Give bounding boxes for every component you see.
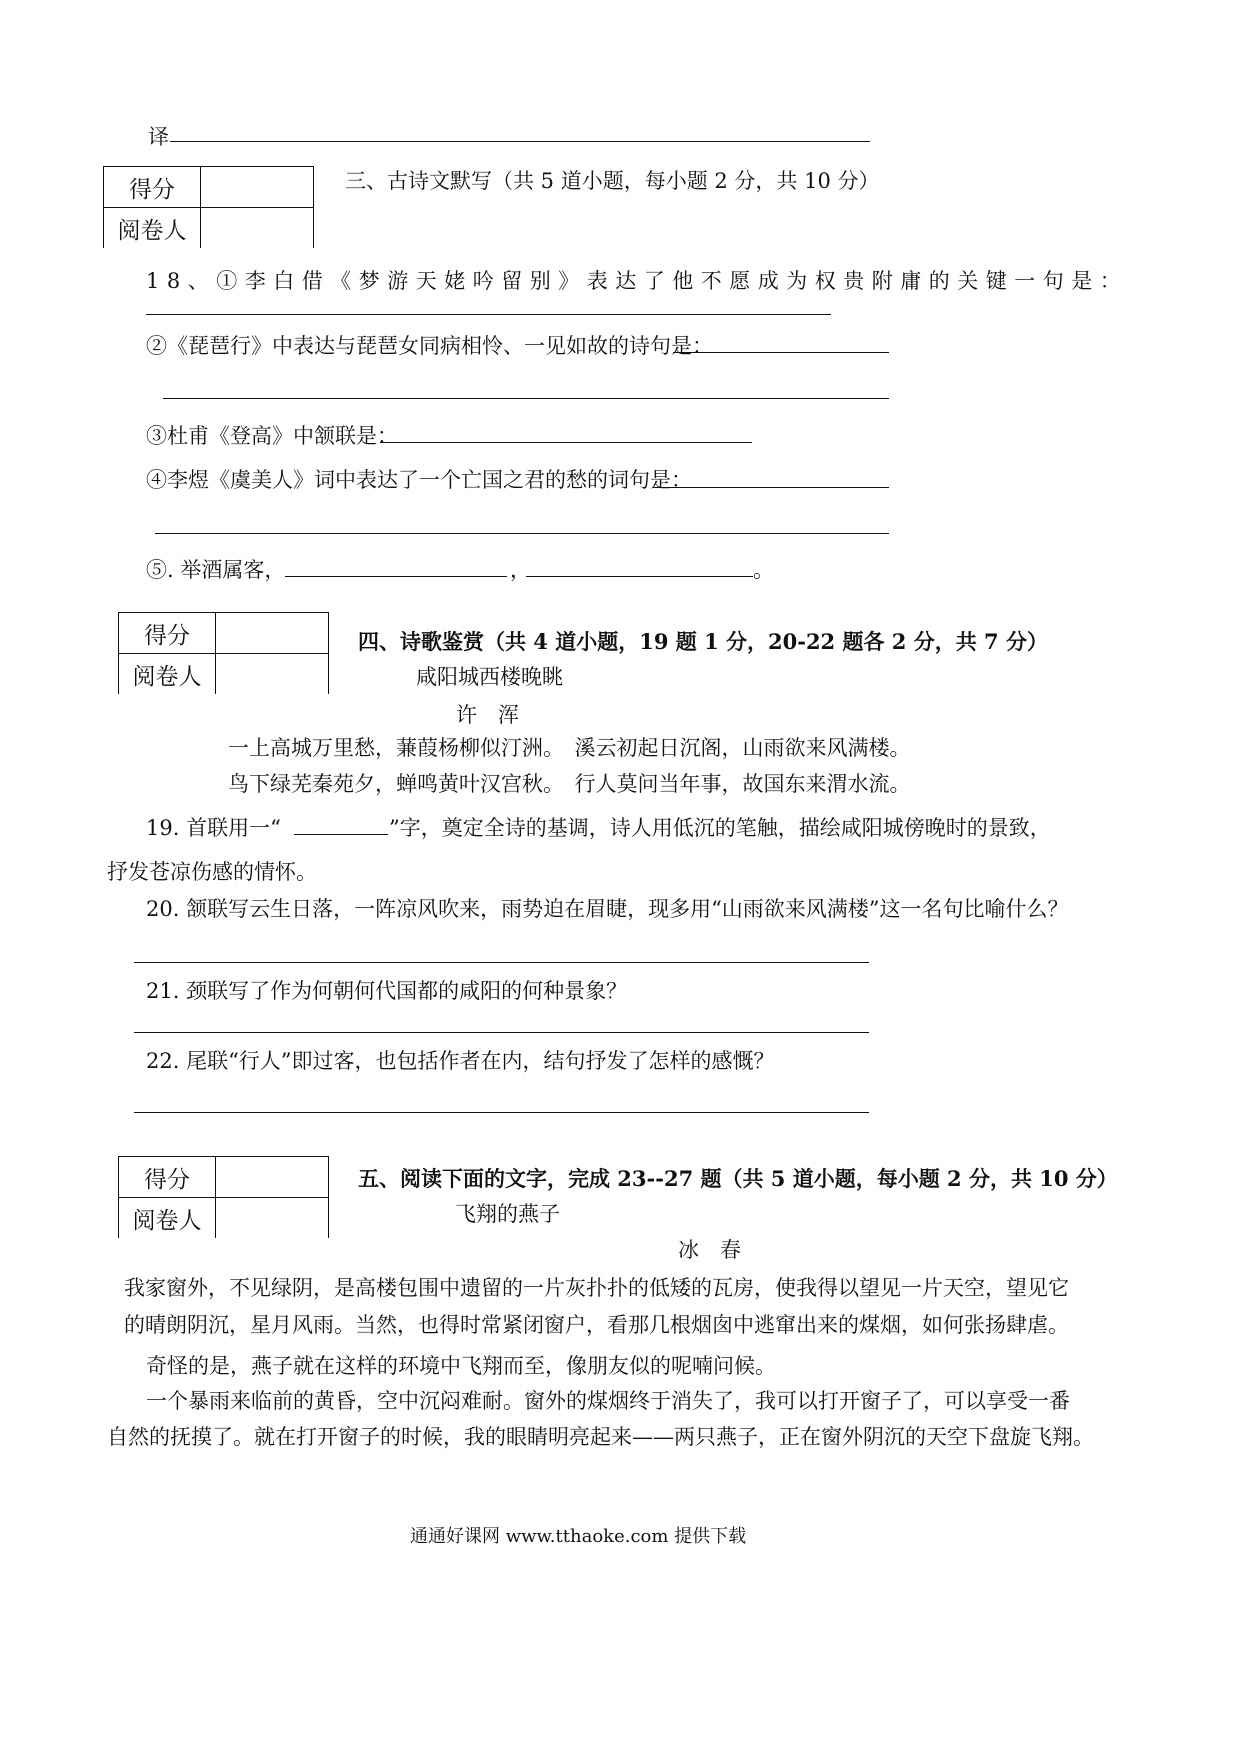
poem-line-2: 鸟下绿芜秦苑夕，蝉鸣黄叶汉宫秋。 行人莫问当年事，故国东来渭水流。 [228, 772, 911, 796]
score-label: 得分 [119, 1157, 216, 1198]
article-title: 飞翔的燕子 [455, 1202, 560, 1226]
article-author: 冰 春 [678, 1238, 741, 1262]
q21-answer-line[interactable] [134, 1032, 869, 1033]
q18-2-answer-line-2[interactable] [163, 398, 889, 399]
reviewer-cell[interactable] [201, 208, 314, 249]
reviewer-label: 阅卷人 [104, 208, 201, 249]
q22-answer-line[interactable] [134, 1112, 869, 1113]
q21-text: 21. 颈联写了作为何朝何代国都的咸阳的何种景象？ [146, 979, 628, 1003]
q18-5-period: 。 [753, 558, 774, 582]
reviewer-label: 阅卷人 [119, 1198, 216, 1239]
q18-4-answer-line[interactable] [653, 487, 889, 488]
q19-continuation: 抒发苍凉伤感的情怀。 [107, 860, 317, 884]
q19-suffix: ”字，奠定全诗的基调，诗人用低沉的笔触，描绘咸阳城傍晚时的景致， [389, 816, 1051, 840]
paragraph-line: 我家窗外，不见绿阴，是高楼包围中遗留的一片灰扑扑的低矮的瓦房，使我得以望见一片天空，望见它 [124, 1276, 1069, 1300]
q18-3-answer-line[interactable] [380, 442, 752, 443]
q19-answer-line[interactable] [294, 834, 388, 835]
score-box-section4 [118, 612, 329, 694]
paragraph-line: 自然的抚摸了。就在打开窗子的时候，我的眼睛明亮起来——两只燕子，正在窗外阴沉的天空下盘旋飞翔。 [107, 1425, 1094, 1449]
q18-5-answer-line-1[interactable] [285, 576, 507, 577]
score-box-section5 [118, 1156, 329, 1238]
score-box-section3 [103, 166, 314, 248]
q18-4-text: ④李煜《虞美人》词中表达了一个亡国之君的愁的词句是： [146, 468, 692, 492]
score-cell[interactable] [201, 167, 314, 208]
q18-5-answer-line-2[interactable] [526, 576, 753, 577]
paragraph-line: 一个暴雨来临前的黄昏，空中沉闷难耐。窗外的煤烟终于消失了，我可以打开窗子了，可以享受一番 [146, 1389, 1070, 1413]
section4-title: 四、诗歌鉴赏（共 4 道小题，19 题 1 分，20-22 题各 2 分，共 7 分） [358, 629, 1048, 654]
section5-title: 五、阅读下面的文字，完成 23--27 题（共 5 道小题，每小题 2 分，共 10 分） [358, 1166, 1118, 1191]
q20-answer-line[interactable] [134, 962, 869, 963]
q22-text: 22. 尾联“行人”即过客，也包括作者在内，结句抒发了怎样的感慨？ [146, 1049, 775, 1073]
score-label: 得分 [104, 167, 201, 208]
poem-author: 许 浑 [456, 703, 519, 727]
reviewer-label: 阅卷人 [119, 654, 216, 695]
q20-text: 20. 颔联写云生日落，一阵凉风吹来，雨势迫在眉睫，现多用“山雨欲来风满楼”这一名句比喻什么？ [146, 897, 1069, 921]
translation-answer-line[interactable] [170, 141, 870, 142]
score-cell[interactable] [216, 613, 329, 654]
footer-text: 通通好课网 www.tthaoke.com 提供下载 [410, 1526, 747, 1547]
reviewer-cell[interactable] [216, 1198, 329, 1239]
q19-prefix: 19. 首联用一“ [146, 816, 281, 840]
poem-line-1: 一上高城万里愁，蒹葭杨柳似汀洲。 溪云初起日沉阁，山雨欲来风满楼。 [228, 736, 911, 760]
q18-2-text: ②《琵琶行》中表达与琵琶女同病相怜、一见如故的诗句是： [146, 334, 713, 358]
section3-title: 三、古诗文默写（共 5 道小题，每小题 2 分，共 10 分） [345, 169, 880, 193]
score-cell[interactable] [216, 1157, 329, 1198]
reviewer-cell[interactable] [216, 654, 329, 695]
translation-label: 译 [148, 125, 169, 149]
q18-1-text: 18、①李白借《梦游天姥吟留别》表达了他不愿成为权贵附庸的关键一句是： [146, 269, 1129, 293]
q18-4-answer-line-2[interactable] [155, 533, 889, 534]
paragraph-line: 的晴朗阴沉，星月风雨。当然，也得时常紧闭窗户，看那几根烟囱中逃窜出来的煤烟，如何张扬肆虐。 [124, 1313, 1069, 1337]
q18-1-answer-line[interactable] [146, 314, 831, 315]
q18-3-text: ③杜甫《登高》中颔联是： [146, 424, 398, 448]
score-label: 得分 [119, 613, 216, 654]
q18-5-comma: ， [510, 558, 531, 582]
poem-title: 咸阳城西楼晚眺 [416, 665, 563, 689]
q18-2-answer-line[interactable] [673, 352, 889, 353]
q18-5-text: ⑤. 举酒属客， [146, 558, 286, 582]
paragraph-line: 奇怪的是，燕子就在这样的环境中飞翔而至，像朋友似的呢喃问候。 [146, 1354, 776, 1378]
